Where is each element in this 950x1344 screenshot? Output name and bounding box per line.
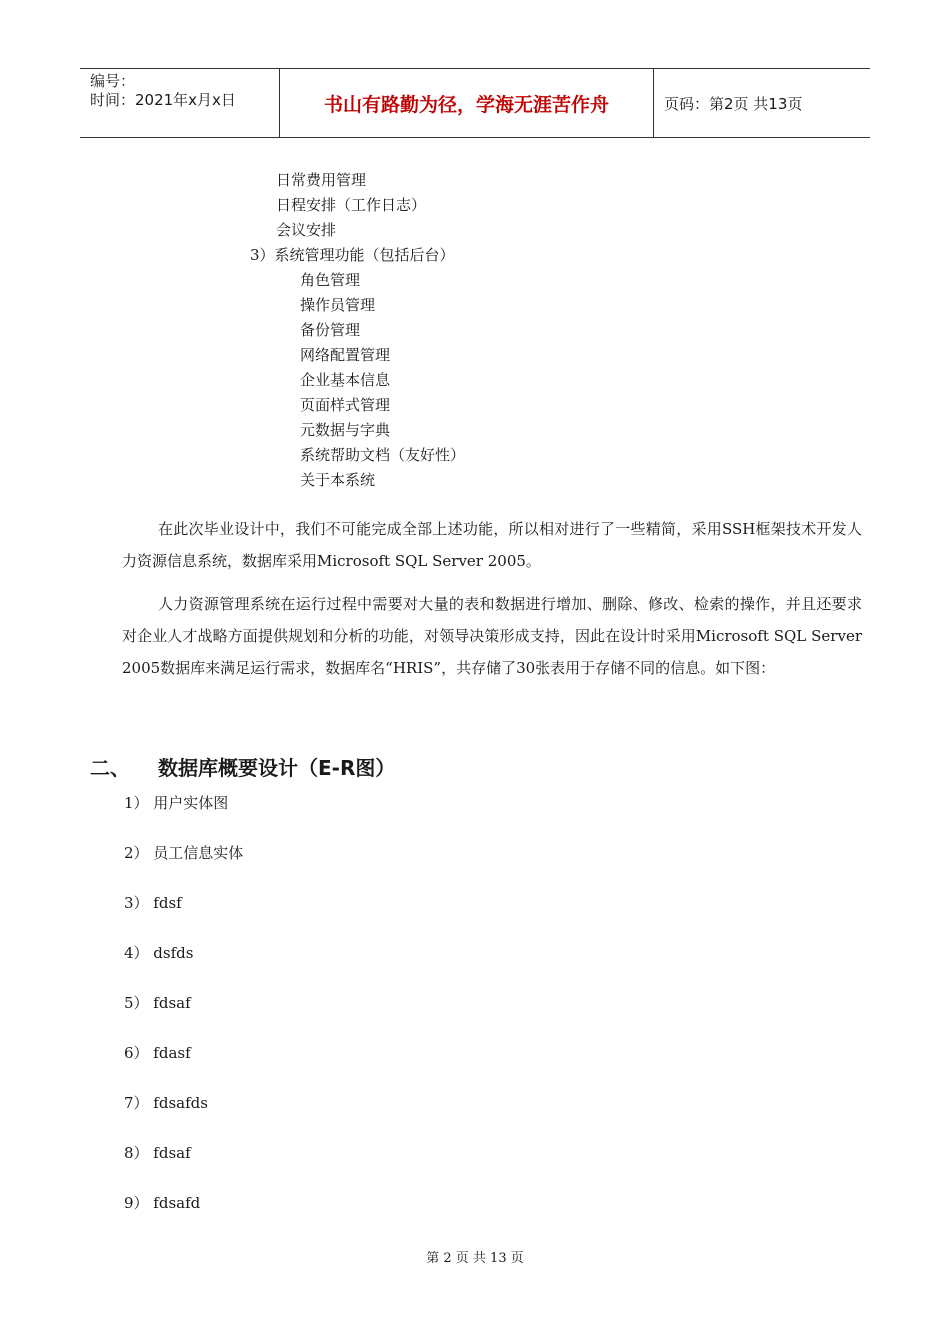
list-item: 角色管理 bbox=[300, 271, 361, 289]
er-item: 9） fdsafd bbox=[124, 1194, 201, 1212]
er-item: 8） fdsaf bbox=[124, 1144, 191, 1162]
list-item: 系统帮助文档（友好性） bbox=[300, 446, 466, 464]
header-meta bbox=[80, 69, 280, 137]
er-item: 5） fdsaf bbox=[124, 994, 191, 1012]
list-item: 企业基本信息 bbox=[300, 371, 391, 389]
list-item: 备份管理 bbox=[300, 321, 361, 339]
time-label: 时间：2021年x月x日 bbox=[90, 91, 236, 109]
list-item: 网络配置管理 bbox=[300, 346, 391, 364]
list-item: 日程安排（工作日志） bbox=[276, 196, 427, 214]
section-number: 二、 bbox=[90, 756, 130, 780]
er-item: 4） dsfds bbox=[124, 944, 194, 962]
paragraph: 在此次毕业设计中，我们不可能完成全部上述功能，所以相对进行了一些精简，采用SSH框架技术开发人力资源信息系统，数据库采用Microsoft SQL Server 2005。 bbox=[122, 520, 862, 570]
list-item: 元数据与字典 bbox=[300, 421, 391, 439]
section-title: 数据库概要设计（E-R图） bbox=[158, 756, 396, 780]
header-motto: 书山有路勤为径，学海无涯苦作舟 bbox=[280, 69, 654, 137]
section-heading bbox=[90, 752, 395, 781]
list-item: 关于本系统 bbox=[300, 471, 376, 489]
number-label: 编号： bbox=[90, 72, 136, 90]
list-item: 会议安排 bbox=[276, 221, 337, 239]
er-item: 2） 员工信息实体 bbox=[124, 844, 244, 862]
list-item: 页面样式管理 bbox=[300, 396, 391, 414]
header-page-label: 页码：第2页 共13页 bbox=[664, 94, 803, 113]
paragraph: 人力资源管理系统在运行过程中需要对大量的表和数据进行增加、删除、修改、检索的操作，并且还要求对企业人才战略方面提供规划和分析的功能，对领导决策形成支持，因此在设计时采用Microsoft SQL Server 2005数据库来满足运行需求，数据库名“HRIS”，共存储了30张表用于存储不同的信息。如下图： bbox=[122, 595, 862, 677]
er-item: 7） fdsafds bbox=[124, 1094, 208, 1112]
er-item: 1） 用户实体图 bbox=[124, 794, 229, 812]
list-item: 操作员管理 bbox=[300, 296, 376, 314]
sys-heading: 3）系统管理功能（包括后台） bbox=[250, 246, 455, 264]
er-item: 3） fdsf bbox=[124, 894, 182, 912]
page-header bbox=[80, 68, 870, 138]
list-item: 日常费用管理 bbox=[276, 171, 367, 189]
page-footer: 第 2 页 共 13 页 bbox=[426, 1251, 524, 1266]
er-item: 6） fdasf bbox=[124, 1044, 191, 1062]
